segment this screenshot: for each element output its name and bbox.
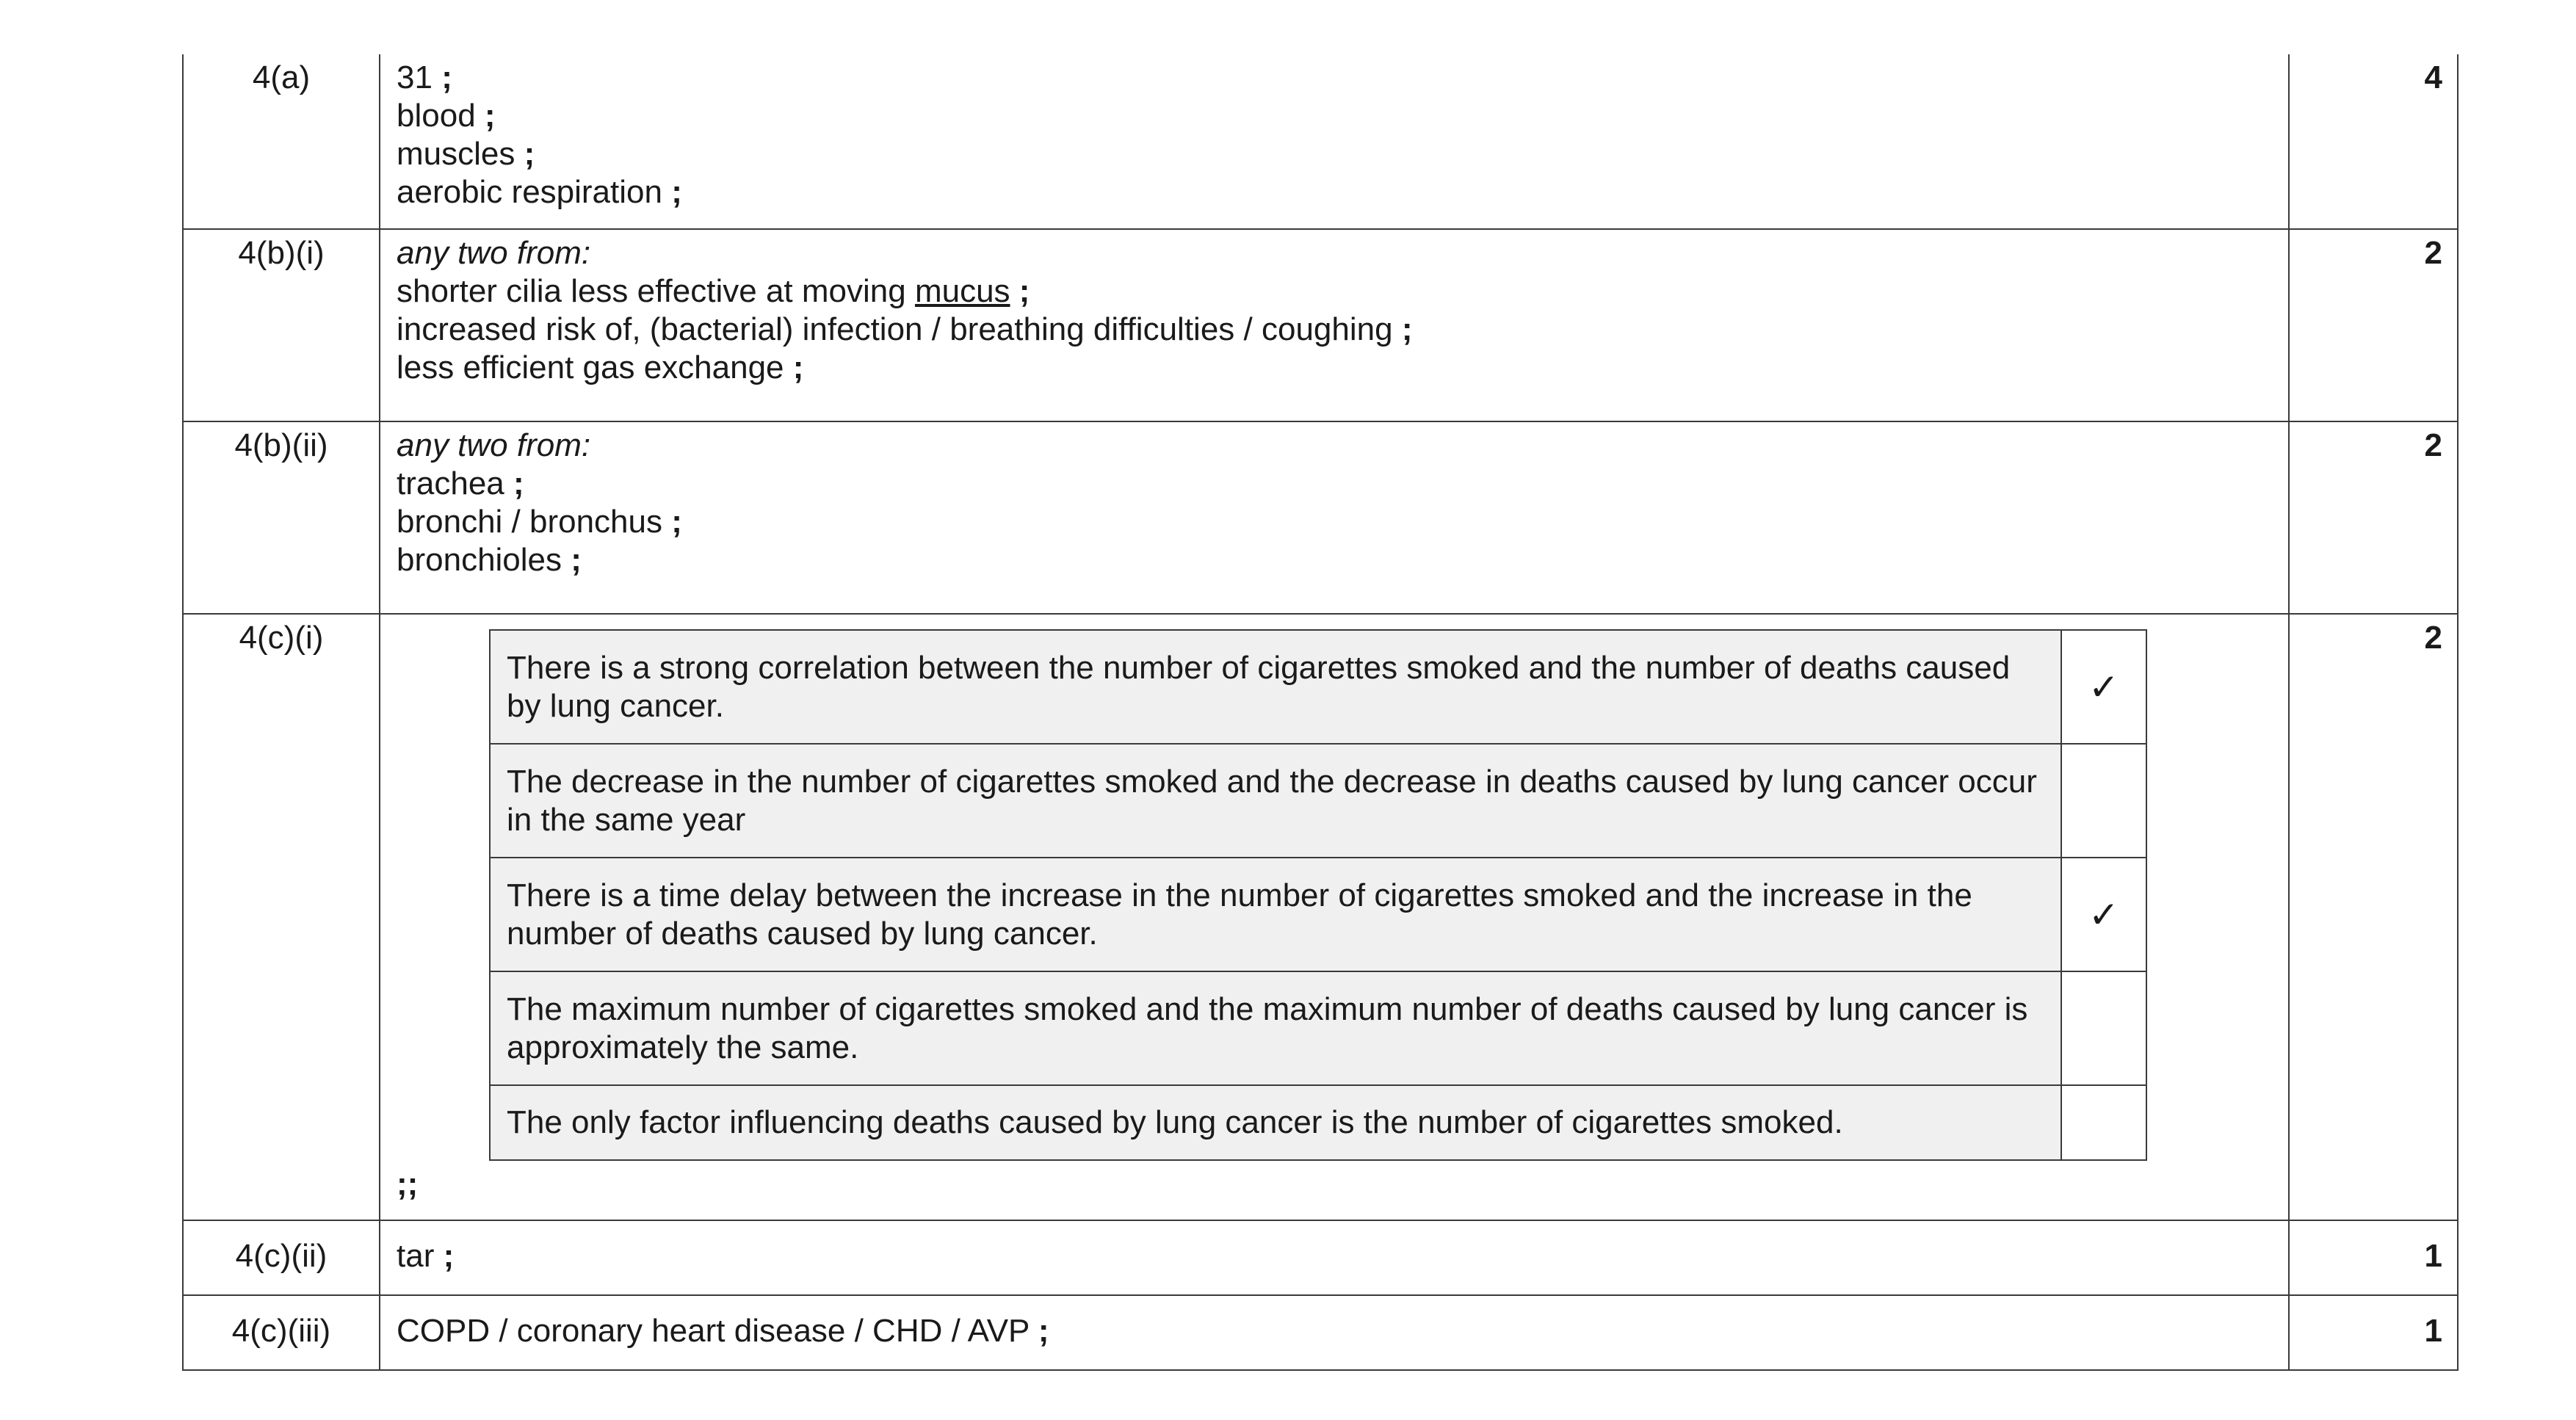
tick-box (2061, 744, 2146, 858)
table-row (183, 229, 2458, 421)
statement-row (490, 630, 2146, 744)
table-row (183, 614, 2458, 1220)
answer-cell (380, 614, 2289, 1220)
answer-cell (380, 229, 2289, 421)
answer-cell (380, 1220, 2289, 1295)
answer-cell (380, 54, 2289, 229)
answer-line: muscles ; (397, 136, 535, 172)
table-row (183, 421, 2458, 614)
answer-line: tar ; (397, 1238, 455, 1274)
answer-line: bronchi / bronchus ; (397, 504, 682, 540)
statement-row (490, 971, 2146, 1085)
marks-value: 1 (2289, 1220, 2458, 1295)
question-number: 4(b)(ii) (183, 421, 380, 614)
answer-line: shorter cilia less effective at moving mucus ; (397, 273, 1030, 309)
answer-line: aerobic respiration ; (397, 174, 682, 210)
statement-row (490, 858, 2146, 971)
question-number: 4(b)(i) (183, 229, 380, 421)
answer-intro: any two from: (397, 427, 591, 463)
marks-value: 2 (2289, 229, 2458, 421)
question-number: 4(c)(ii) (183, 1220, 380, 1295)
statement-table (489, 629, 2147, 1161)
answer-cell (380, 421, 2289, 614)
answer-line: trachea ; (397, 466, 524, 501)
tick-icon: ✓ (2061, 858, 2146, 971)
marks-value: 2 (2289, 614, 2458, 1220)
question-number: 4(c)(i) (183, 614, 380, 1220)
statement-text: The maximum number of cigarettes smoked and the maximum number of deaths caused by lung cancer is approximately the same. (490, 971, 2061, 1085)
question-number: 4(c)(iii) (183, 1295, 380, 1370)
mark-scheme-table (182, 54, 2459, 1371)
table-row (183, 1295, 2458, 1370)
tick-box (2061, 1085, 2146, 1160)
answer-intro: any two from: (397, 235, 591, 271)
statement-text: There is a time delay between the increase in the number of cigarettes smoked and the increase in the number of deaths caused by lung cancer. (490, 858, 2061, 971)
answer-line: 31 ; (397, 59, 452, 95)
statement-text: There is a strong correlation between the number of cigarettes smoked and the number of deaths caused by lung cancer. (490, 630, 2061, 744)
tick-box (2061, 971, 2146, 1085)
answer-line: increased risk of, (bacterial) infection / breathing difficulties / coughing ; (397, 311, 1413, 347)
table-row (183, 54, 2458, 229)
statement-row (490, 744, 2146, 858)
answer-cell (380, 1295, 2289, 1370)
answer-line: COPD / coronary heart disease / CHD / AVP ; (397, 1313, 1049, 1349)
marking-points: ;; (397, 1166, 419, 1202)
underlined-keyword: mucus (914, 273, 1010, 309)
answer-line: bronchioles ; (397, 542, 582, 578)
marks-value: 4 (2289, 54, 2458, 229)
table-row (183, 1220, 2458, 1295)
tick-icon: ✓ (2061, 630, 2146, 744)
answer-line: less efficient gas exchange ; (397, 349, 804, 385)
question-number: 4(a) (183, 54, 380, 229)
marks-value: 1 (2289, 1295, 2458, 1370)
answer-line: blood ; (397, 98, 496, 134)
statement-text: The decrease in the number of cigarettes smoked and the decrease in deaths caused by lung cancer occur in the same year (490, 744, 2061, 858)
statement-row (490, 1085, 2146, 1160)
marks-value: 2 (2289, 421, 2458, 614)
statement-text: The only factor influencing deaths caused by lung cancer is the number of cigarettes smoked. (490, 1085, 2061, 1160)
